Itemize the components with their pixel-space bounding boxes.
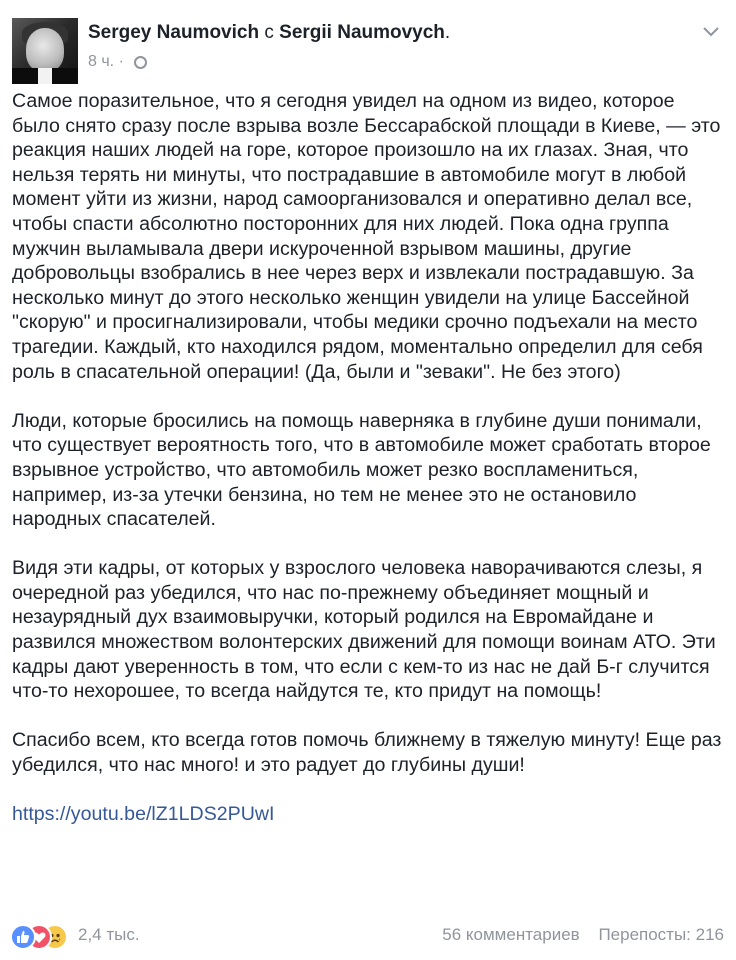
comments-count[interactable]: 56 комментариев (442, 925, 580, 944)
post-body (12, 89, 724, 826)
post-paragraph: Видя эти кадры, от которых у взрослого человека наворачиваются слезы, я очередной раз убедился, что нас по-прежнему объединяет мощный и незаурядный дух взаимовыручки, который родился на Евромайдане и развился множеством волонтерских движений для помощи воинам АТО. Эти кадры дают уверенность в том, что если с кем-то из нас не дай Б-г случится что-то нехорошее, то всегда найдутся те, кто придут на помощь! (12, 557, 716, 703)
post-time[interactable]: 8 ч. (88, 53, 115, 70)
avatar[interactable] (12, 18, 78, 84)
chevron-down-icon[interactable] (702, 26, 720, 38)
globe-icon (134, 56, 147, 69)
post-stats (442, 925, 724, 945)
post-meta (88, 52, 147, 72)
post-footer (10, 922, 726, 950)
shares-count[interactable]: Перепосты: 216 (598, 925, 724, 944)
author-line (88, 20, 450, 46)
like-reaction-icon (10, 924, 36, 950)
author-name[interactable]: Sergey Naumovich (88, 22, 260, 43)
video-link[interactable]: https://youtu.be/lZ1LDS2PUwI (12, 802, 275, 825)
tagged-suffix: . (444, 22, 451, 43)
post-header (12, 12, 724, 80)
post-paragraph: Спасибо всем, кто всегда готов помочь ближнему в тяжелую минуту! Еще раз убедился, что нас много! и это радует до глубины души! (12, 729, 722, 777)
reactions-summary[interactable] (10, 924, 82, 948)
meta-separator: · (118, 53, 124, 70)
tagged-name[interactable]: Sergii Naumovych (279, 22, 445, 43)
post-paragraph: Люди, которые бросились на помощь наверняка в глубине души понимали, что существует вероятность того, что в автомобиле может сработать второе взрывное устройство, что автомобиль может резко воспламениться, например, из-за утечки бензина, но тем не менее это не остановило народных спасателей. (12, 409, 711, 531)
reactions-count[interactable]: 2,4 тыс. (78, 925, 140, 944)
with-word: с (264, 22, 274, 43)
post-paragraph: Самое поразительное, что я сегодня увидел на одном из видео, которое было снято сразу после взрыва возле Бессарабской площади в Киеве, — это реакция наших людей на горе, которое произошло на их глазах. Зная, что нельзя терять ни минуты, что пострадавшие в автомобиле могут в любой момент уйти из жизни, народ самоорганизовался и оперативно делал все, чтобы спасти абсолютно посторонних для них людей. Пока одна группа мужчин выламывала двери искуроченной взрывом машины, другие добровольцы взобрались в нее через верх и извлекали пострадавшую. За несколько минут до этого несколько женщин увидели на улице Бассейной "скорую" и просигнализировали, чтобы медики срочно подъехали на место трагедии. Каждый, кто находился рядом, моментально определил для себя роль в спасательной операции! (Да, были и "зеваки". Не без этого) (12, 90, 721, 383)
